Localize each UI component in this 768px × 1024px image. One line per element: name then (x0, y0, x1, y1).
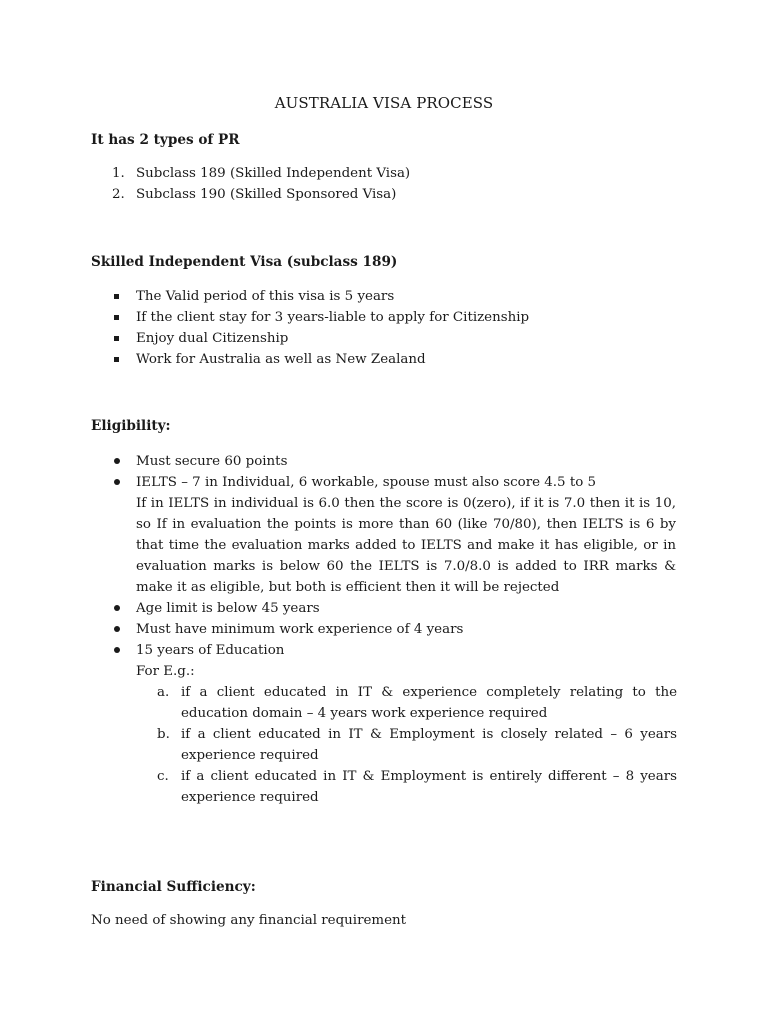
list-item (157, 766, 677, 808)
eligibility-heading: Eligibility: (91, 418, 171, 434)
list-letter: c. (157, 769, 169, 784)
financial-text: No need of showing any financial requirement (91, 913, 407, 928)
list-item (136, 472, 677, 598)
list-item (136, 640, 677, 808)
list-item-text: if a client educated in IT & experience completely relating to the education domain – 4 years work experience required (181, 685, 677, 721)
list-item-text: if a client educated in IT & Employment is entirely different – 8 years experience required (181, 769, 677, 805)
list-item-text: Work for Australia as well as New Zealand (136, 352, 426, 367)
list-item-text: Subclass 189 (Skilled Independent Visa) (136, 166, 411, 181)
list-item (157, 682, 677, 724)
document-title: AUSTRALIA VISA PROCESS (274, 94, 494, 112)
list-item-text: if a client educated in IT & Employment is closely related – 6 years experience required (181, 727, 677, 763)
list-item (136, 286, 529, 307)
list-number: 1. (112, 166, 125, 181)
eligibility-list (136, 451, 677, 808)
pr-types-heading: It has 2 types of PR (91, 132, 240, 148)
pr-types-list (112, 163, 411, 205)
square-bullet-icon (114, 315, 119, 320)
list-item (157, 724, 677, 766)
list-item-text: 15 years of Education (136, 643, 285, 658)
round-bullet-icon (114, 605, 120, 611)
round-bullet-icon (114, 458, 120, 464)
list-item-text: Enjoy dual Citizenship (136, 331, 289, 346)
round-bullet-icon (114, 479, 120, 485)
round-bullet-icon (114, 647, 120, 653)
list-item-text: Must secure 60 points (136, 454, 288, 469)
square-bullet-icon (114, 336, 119, 341)
list-letter: a. (157, 685, 170, 700)
list-item (112, 184, 410, 205)
square-bullet-icon (114, 294, 119, 299)
list-item-text: Must have minimum work experience of 4 years (136, 622, 464, 637)
financial-heading: Financial Sufficiency: (91, 879, 256, 895)
list-item (136, 619, 677, 640)
list-item-text: The Valid period of this visa is 5 years (136, 289, 395, 304)
list-item (136, 598, 677, 619)
square-bullet-icon (114, 357, 119, 362)
list-item-text: IELTS – 7 in Individual, 6 workable, spouse must also score 4.5 to 5 (136, 475, 597, 490)
list-item (136, 451, 677, 472)
ielts-detail-paragraph: If in IELTS in individual is 6.0 then the score is 0(zero), if it is 7.0 then it is 10, so If in evaluation the points is more than 60 (like 70/80), then IELTS is 6 by that time the evaluation marks added to IELTS and make it has eligible, or in evaluation marks is below 60 the IELTS is 7.0/8.0 is added to IRR marks & make it as eligible, but both is efficient then it will be rejected (136, 496, 676, 595)
list-item (136, 328, 529, 349)
list-item (136, 307, 529, 328)
skilled-visa-heading: Skilled Independent Visa (subclass 189) (91, 254, 398, 270)
list-item-text: If the client stay for 3 years-liable to apply for Citizenship (136, 310, 530, 325)
list-number: 2. (112, 187, 125, 202)
list-letter: b. (157, 727, 170, 742)
example-label: For E.g.: (136, 664, 195, 679)
list-item (136, 349, 529, 370)
round-bullet-icon (114, 626, 120, 632)
example-list (136, 682, 677, 808)
list-item-text: Subclass 190 (Skilled Sponsored Visa) (136, 187, 397, 202)
list-item-text: Age limit is below 45 years (136, 601, 320, 616)
list-item (112, 163, 411, 184)
skilled-visa-list (136, 286, 529, 370)
